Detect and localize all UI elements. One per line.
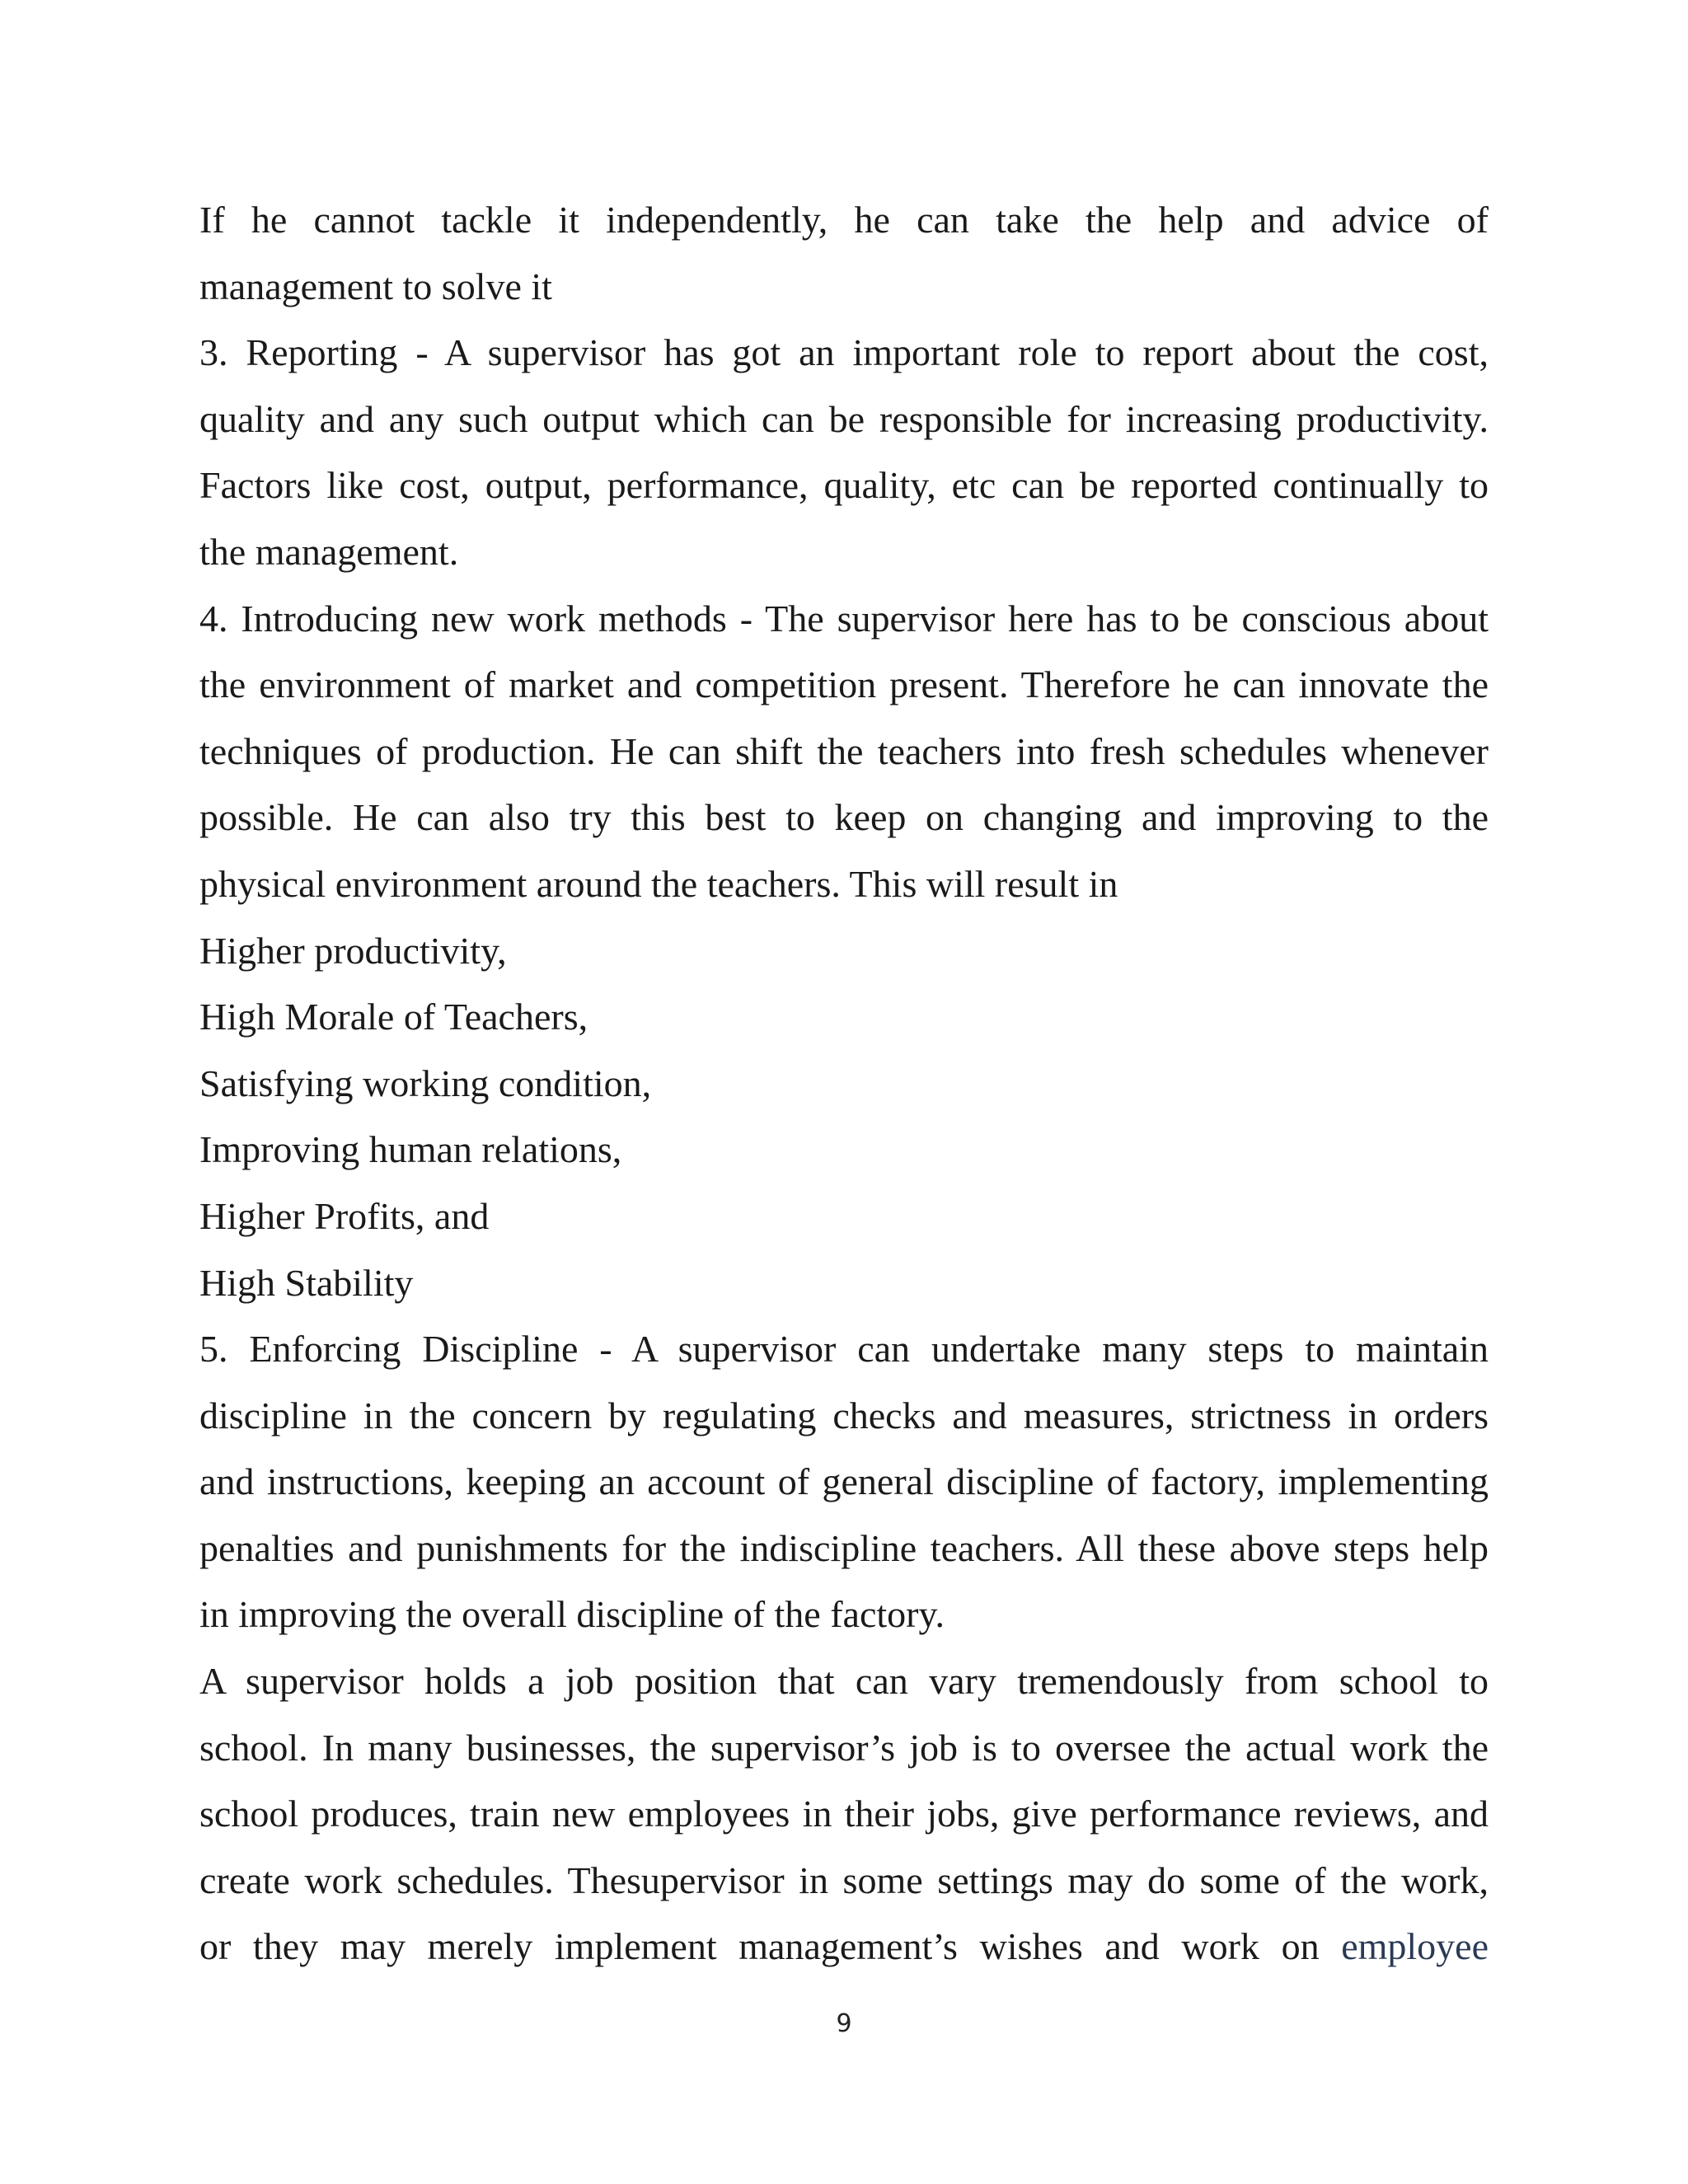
text-line: If he cannot tackle it independently, he can take the help and advice of (199, 199, 1489, 241)
text-line: techniques of production. He can shift the teachers into fresh schedules whenever (199, 729, 1489, 772)
text-line: 5. Enforcing Discipline - A supervisor can undertake many steps to maintain (199, 1328, 1489, 1371)
text-fragment: or they may merely implement management’s wishes and work on (199, 1925, 1320, 1968)
text-line: discipline in the concern by regulating checks and measures, strictness in orders (199, 1394, 1489, 1436)
text-line: possible. He can also try this best to keep on changing and improving to the (199, 796, 1489, 839)
text-line: school produces, train new employees in their jobs, give performance reviews, and (199, 1793, 1489, 1835)
list-item: High Stability (199, 1261, 414, 1304)
page-number: 9 (836, 2009, 852, 2038)
text-line: penalties and punishments for the indiscipline teachers. All these above steps help (199, 1526, 1489, 1569)
paragraph-enforcing-discipline (199, 1316, 1489, 1648)
employee-link[interactable]: employee (1341, 1925, 1489, 1968)
text-line: Factors like cost, output, performance, quality, etc can be reported continually to (199, 464, 1489, 507)
text-line: the environment of market and competition present. Therefore he can innovate the (199, 663, 1489, 706)
text-line: 4. Introducing new work methods - The supervisor here has to be conscious about (199, 597, 1489, 640)
list-item: Improving human relations, (199, 1128, 622, 1171)
text-line: quality and any such output which can be responsible for increasing productivity. (199, 397, 1489, 440)
document-body (199, 187, 1489, 1980)
text-line: management to solve it (199, 265, 552, 307)
text-line: A supervisor holds a job position that can vary tremendously from school to (199, 1660, 1489, 1703)
text-line: physical environment around the teachers. This will result in (199, 862, 1118, 905)
paragraph-supervisor-role (199, 1648, 1489, 1980)
paragraph-new-work-methods (199, 586, 1489, 918)
list-item: Higher Profits, and (199, 1194, 490, 1237)
text-line: and instructions, keeping an account of general discipline of factory, implementing (199, 1460, 1489, 1503)
list-item: Satisfying working condition, (199, 1062, 652, 1104)
text-line: school. In many businesses, the supervisor’s job is to oversee the actual work the (199, 1726, 1489, 1769)
list-item: Higher productivity, (199, 929, 507, 972)
paragraph-reporting (199, 320, 1489, 585)
results-list (199, 918, 1489, 1317)
list-item: High Morale of Teachers, (199, 996, 588, 1038)
text-line: create work schedules. Thesupervisor in some settings may do some of the work, (199, 1858, 1489, 1901)
text-line: the management. (199, 530, 459, 573)
paragraph-continuation (199, 187, 1489, 320)
text-line (199, 1914, 1489, 1980)
text-line: 3. Reporting - A supervisor has got an important role to report about the cost, (199, 331, 1489, 374)
text-line: in improving the overall discipline of the factory. (199, 1593, 945, 1636)
